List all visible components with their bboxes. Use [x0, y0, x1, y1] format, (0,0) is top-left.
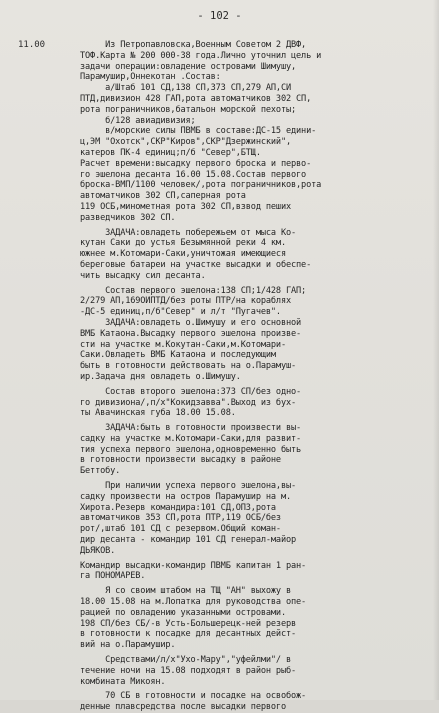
page-number: - 102 -: [197, 10, 242, 22]
text-line: кутан Саки до устья Безымянной реки 4 км.: [80, 238, 286, 249]
text-line: Из Петропавловска,Военным Советом 2 ДВФ,: [80, 40, 307, 50]
text-line: го дивизиона/,п/х"Кокидзавва".Выход из бух-: [80, 397, 297, 408]
text-line: га ПОНОМАРЕВ.: [80, 571, 146, 582]
paragraph: [80, 286, 425, 383]
paragraph: [80, 691, 425, 713]
time-mark: 11.00: [18, 40, 46, 50]
text-line: садку произвести на остров Парамушир на м.: [80, 491, 292, 502]
text-line: При наличии успеха первого эшелона,вы-: [80, 481, 297, 492]
text-line: в готовности к посадке для десантных дейст-: [80, 629, 297, 640]
text-line: денные плавсредства после высадки первого: [80, 702, 286, 713]
text-line: Командир высадки-командир ПВМБ капитан 1 ран-: [80, 560, 307, 571]
text-line: броска-ВМП/1100 человек/,рота пограничников,рота: [80, 180, 322, 191]
text-line: ир.Задача дня овладеть о.Шимушу.: [80, 371, 241, 382]
paragraph: [80, 387, 425, 419]
text-line: задачи операции:овладение островами Шимушу,: [80, 61, 297, 72]
text-line: ты Авачинская губа 18.00 15.08.: [80, 408, 236, 419]
text-line: ТОФ.Карта № 200 000-38 года.Лично уточнил цель и: [80, 50, 322, 61]
text-line: ц,ЭМ "Охотск",СКР"Киров",СКР"Дзержинский",: [80, 137, 292, 148]
text-line: ЗАДАЧА:быть в готовности произвести вы-: [80, 423, 302, 434]
paragraph: [80, 655, 425, 687]
paragraph: [80, 228, 425, 282]
text-line: ВМБ Катаона.Высадку первого эшелона произве-: [80, 328, 302, 339]
text-line: Состав второго эшелона:373 СП/без одно-: [80, 386, 302, 397]
text-line: Саки.Овладеть ВМБ Катаона и последующим: [80, 350, 276, 361]
paragraph: [80, 423, 425, 477]
text-line: береговые батареи на участке высадки и обеспе-: [80, 259, 312, 270]
text-line: 119 ОСБ,минометная рота 302 СП,взвод пеших: [80, 201, 292, 212]
text-line: Беттобу.: [80, 466, 121, 477]
text-line: Средствами/л/х"Ухо-Мару","уфейлми"/ в: [80, 655, 292, 666]
paragraph: [80, 586, 425, 651]
document-body: [80, 40, 425, 713]
text-line: 198 СП/без СБ/-в Усть-Большерецк-ней резерв: [80, 618, 297, 629]
text-line: автоматчиков 302 СП,саперная рота: [80, 191, 246, 202]
text-line: чить высадку сил десанта.: [80, 270, 206, 281]
text-line: рацией по овладению указанными островами.: [80, 607, 286, 618]
paragraph: [80, 561, 425, 583]
text-line: а/Штаб 101 СД,138 СП,373 СП,279 АП,СИ: [80, 83, 292, 94]
text-line: рота пограничников,батальон морской пехоты;: [80, 104, 297, 115]
text-line: ДЬЯКОВ.: [80, 545, 116, 556]
text-line: 2/279 АП,169ОИПТД/без роты ПТР/на кораблях: [80, 296, 292, 307]
text-line: ПТД,дивизион 428 ГАП,рота автоматчиков 302 СП,: [80, 93, 312, 104]
text-line: ЗАДАЧА:овладеть побережьем от мыса Ко-: [80, 227, 297, 238]
text-line: Я со своим штабом на ТЩ "АН" выхожу в: [80, 586, 292, 597]
text-line: разведчиков 302 СП.: [80, 212, 176, 223]
text-line: 70 СБ в готовности и посадке на освобож-: [80, 691, 307, 702]
text-line: Состав первого эшелона:138 СП;1/428 ГАП;: [80, 285, 307, 296]
text-line: Парамушир,Оннекотан .Состав:: [80, 72, 221, 83]
text-line: -ДС-5 единиц,п/б"Север" и л/т "Пугачев".: [80, 307, 281, 318]
page-edge-shadow: [433, 0, 439, 700]
text-line: го эшелона десанта 16.00 15.08.Состав первого: [80, 169, 307, 180]
text-line: сти на участке м.Кокутан-Саки,м.Котомари-: [80, 339, 286, 350]
paragraph: [80, 481, 425, 557]
text-line: садку на участке м.Котомари-Саки,для развит-: [80, 433, 302, 444]
text-line: вий на о.Парамушир.: [80, 640, 176, 651]
text-line: рот/,штаб 101 СД с резервом.Общий коман-: [80, 524, 281, 535]
text-line: б/128 авиадивизия;: [80, 115, 196, 126]
text-line: тия успеха первого эшелона,одновременно быть: [80, 444, 302, 455]
text-line: комбината Микоян.: [80, 676, 166, 687]
paragraph: [80, 40, 425, 224]
text-line: 18.00 15.08 на м.Лопатка для руководства опе-: [80, 597, 307, 608]
text-line: катеров ПК-4 единиц;п/б "Север",БТЩ.: [80, 147, 261, 158]
text-line: течение ночи на 15.08 подходят в район рыб-: [80, 665, 297, 676]
text-line: дир десанта - командир 101 СД генерал-майор: [80, 535, 297, 546]
text-line: ЗАДАЧА:овладеть о.Шимушу и его основной: [80, 317, 302, 328]
text-line: южнее м.Котомари-Саки,уничтожая имеющиеся: [80, 249, 286, 260]
text-line: быть в готовности действовать на о.Парамуш-: [80, 361, 297, 372]
text-line: в готовности произвести высадку в районе: [80, 455, 281, 466]
text-line: Хирота.Резерв командира:101 СД,ОПЗ,рота: [80, 502, 276, 513]
text-line: Расчет времени:высадку первого броска и перво-: [80, 158, 312, 169]
text-line: в/морские силы ПВМБ в составе:ДС-15 едини-: [80, 126, 317, 137]
text-line: автоматчиков 353 СП,рота ПТР,119 ОСБ/без: [80, 513, 281, 524]
